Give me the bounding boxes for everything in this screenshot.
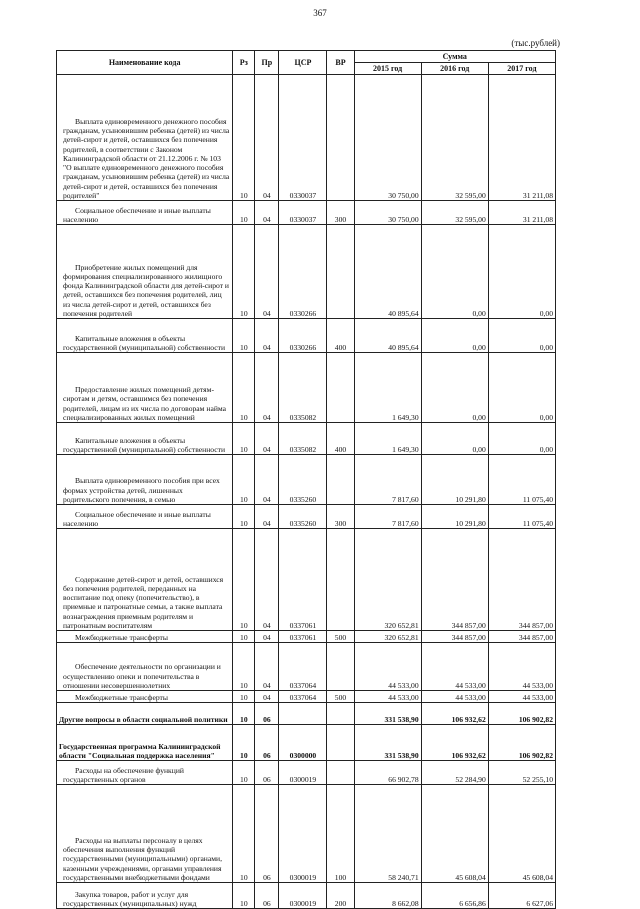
row-csr: 0335260 — [279, 455, 327, 505]
row-csr: 0300000 — [279, 725, 327, 761]
row-rz: 10 — [233, 505, 255, 529]
row-name: Межбюджетные трансферты — [57, 631, 233, 643]
row-rz: 10 — [233, 785, 255, 883]
row-rz: 10 — [233, 319, 255, 353]
row-vr: 200 — [327, 883, 354, 909]
header-sum: Сумма — [354, 51, 555, 63]
row-amount-2017: 344 857,00 — [488, 631, 555, 643]
row-amount-2016: 6 656,86 — [421, 883, 488, 909]
row-vr: 500 — [327, 691, 354, 703]
row-pr: 04 — [255, 225, 279, 319]
table-row — [57, 353, 556, 423]
row-name: Социальное обеспечение и иные выплаты населению — [57, 505, 233, 529]
row-amount-2017: 0,00 — [488, 423, 555, 455]
row-amount-2017: 0,00 — [488, 319, 555, 353]
row-rz: 10 — [233, 643, 255, 691]
row-name: Капитальные вложения в объекты государственной (муниципальной) собственности — [57, 319, 233, 353]
row-vr — [327, 725, 354, 761]
table-row — [57, 725, 556, 761]
row-pr: 06 — [255, 785, 279, 883]
row-amount-2015: 320 652,81 — [354, 529, 421, 631]
row-amount-2015: 30 750,00 — [354, 75, 421, 201]
row-amount-2016: 0,00 — [421, 353, 488, 423]
table-row — [57, 643, 556, 691]
row-amount-2015: 44 533,00 — [354, 643, 421, 691]
row-amount-2015: 331 538,90 — [354, 703, 421, 725]
row-vr: 300 — [327, 201, 354, 225]
row-vr — [327, 643, 354, 691]
row-rz: 10 — [233, 761, 255, 785]
row-csr: 0337064 — [279, 643, 327, 691]
row-name: Приобретение жилых помещений для формирования специализированного жилищного фонда Калининградской области для детей-сирот и детей, оставшихся без попечения родителей, лиц из числа детей-сирот и детей, оставшихся без попечения родителей — [57, 225, 233, 319]
row-pr: 04 — [255, 691, 279, 703]
row-amount-2015: 40 895,64 — [354, 225, 421, 319]
table-row — [57, 631, 556, 643]
row-amount-2016: 44 533,00 — [421, 643, 488, 691]
header-rz: Рз — [233, 51, 255, 75]
row-amount-2017: 52 255,10 — [488, 761, 555, 785]
row-amount-2016: 344 857,00 — [421, 529, 488, 631]
row-pr: 06 — [255, 725, 279, 761]
row-pr: 04 — [255, 455, 279, 505]
row-vr: 400 — [327, 319, 354, 353]
row-amount-2016: 0,00 — [421, 225, 488, 319]
row-vr — [327, 455, 354, 505]
row-csr: 0330266 — [279, 319, 327, 353]
row-amount-2015: 58 240,71 — [354, 785, 421, 883]
row-amount-2015: 320 652,81 — [354, 631, 421, 643]
row-rz: 10 — [233, 691, 255, 703]
row-vr — [327, 529, 354, 631]
table-body — [57, 75, 556, 909]
row-amount-2017: 31 211,08 — [488, 75, 555, 201]
row-amount-2015: 8 662,08 — [354, 883, 421, 909]
row-amount-2017: 44 533,00 — [488, 643, 555, 691]
row-name: Другие вопросы в области социальной политики — [57, 703, 233, 725]
row-amount-2015: 7 817,60 — [354, 505, 421, 529]
row-amount-2017: 344 857,00 — [488, 529, 555, 631]
row-csr: 0335260 — [279, 505, 327, 529]
row-csr: 0335082 — [279, 423, 327, 455]
row-vr — [327, 703, 354, 725]
row-csr: 0337061 — [279, 529, 327, 631]
row-rz: 10 — [233, 353, 255, 423]
header-2016: 2016 год — [421, 63, 488, 75]
row-name: Обеспечение деятельности по организации и осуществлению опеки и попечительства в отношении несовершеннолетних — [57, 643, 233, 691]
row-rz: 10 — [233, 725, 255, 761]
row-amount-2016: 10 291,80 — [421, 505, 488, 529]
table-row — [57, 75, 556, 201]
row-vr: 400 — [327, 423, 354, 455]
row-name: Расходы на обеспечение функций государственных органов — [57, 761, 233, 785]
row-pr: 04 — [255, 75, 279, 201]
row-csr: 0300019 — [279, 785, 327, 883]
row-pr: 04 — [255, 631, 279, 643]
row-amount-2015: 7 817,60 — [354, 455, 421, 505]
row-amount-2017: 106 902,82 — [488, 725, 555, 761]
row-csr: 0300019 — [279, 883, 327, 909]
row-amount-2017: 31 211,08 — [488, 201, 555, 225]
row-amount-2017: 11 075,40 — [488, 455, 555, 505]
row-name: Содержание детей-сирот и детей, оставшихся без попечения родителей, переданных на воспитание под опеку (попечительство), в приемные и патронатные семьи, а также выплата вознаграждения приемным родителям и патронатным воспитателям — [57, 529, 233, 631]
row-amount-2017: 0,00 — [488, 353, 555, 423]
row-amount-2017: 0,00 — [488, 225, 555, 319]
row-csr: 0337061 — [279, 631, 327, 643]
row-amount-2016: 10 291,80 — [421, 455, 488, 505]
row-vr: 100 — [327, 785, 354, 883]
row-amount-2015: 44 533,00 — [354, 691, 421, 703]
row-rz: 10 — [233, 75, 255, 201]
row-amount-2016: 106 932,62 — [421, 725, 488, 761]
row-amount-2016: 0,00 — [421, 319, 488, 353]
row-amount-2017: 6 627,06 — [488, 883, 555, 909]
row-amount-2016: 106 932,62 — [421, 703, 488, 725]
row-vr — [327, 225, 354, 319]
row-amount-2016: 32 595,00 — [421, 201, 488, 225]
row-vr — [327, 75, 354, 201]
row-amount-2015: 30 750,00 — [354, 201, 421, 225]
row-csr: 0300019 — [279, 761, 327, 785]
header-vr: ВР — [327, 51, 354, 75]
row-name: Закупка товаров, работ и услуг для государственных (муниципальных) нужд — [57, 883, 233, 909]
row-name: Расходы на выплаты персоналу в целях обеспечения выполнения функций государственными (муниципальными) органами, казенными учреждениями, органами управления государственными внебюджетными фондами — [57, 785, 233, 883]
row-rz: 10 — [233, 201, 255, 225]
row-amount-2015: 331 538,90 — [354, 725, 421, 761]
row-pr: 04 — [255, 529, 279, 631]
row-pr: 04 — [255, 643, 279, 691]
table-row — [57, 785, 556, 883]
table-row — [57, 529, 556, 631]
row-amount-2015: 40 895,64 — [354, 319, 421, 353]
row-amount-2015: 1 649,30 — [354, 423, 421, 455]
header-2015: 2015 год — [354, 63, 421, 75]
row-name: Государственная программа Калининградской области "Социальная поддержка населения" — [57, 725, 233, 761]
row-vr — [327, 761, 354, 785]
row-rz: 10 — [233, 225, 255, 319]
row-csr: 0337064 — [279, 691, 327, 703]
header-pr: Пр — [255, 51, 279, 75]
row-vr — [327, 353, 354, 423]
row-rz: 10 — [233, 455, 255, 505]
row-rz: 10 — [233, 883, 255, 909]
row-csr: 0330266 — [279, 225, 327, 319]
row-amount-2017: 45 608,04 — [488, 785, 555, 883]
row-amount-2017: 106 902,82 — [488, 703, 555, 725]
row-name: Социальное обеспечение и иные выплаты населению — [57, 201, 233, 225]
row-csr: 0330037 — [279, 75, 327, 201]
row-csr — [279, 703, 327, 725]
table-row — [57, 201, 556, 225]
row-pr: 04 — [255, 201, 279, 225]
row-pr: 04 — [255, 319, 279, 353]
table-row — [57, 319, 556, 353]
row-amount-2017: 11 075,40 — [488, 505, 555, 529]
row-amount-2016: 32 595,00 — [421, 75, 488, 201]
row-name: Межбюджетные трансферты — [57, 691, 233, 703]
row-vr: 500 — [327, 631, 354, 643]
row-pr: 04 — [255, 423, 279, 455]
row-pr: 04 — [255, 353, 279, 423]
table-row — [57, 455, 556, 505]
row-amount-2015: 1 649,30 — [354, 353, 421, 423]
row-amount-2017: 44 533,00 — [488, 691, 555, 703]
page-number: 367 — [313, 8, 327, 18]
row-rz: 10 — [233, 631, 255, 643]
row-amount-2016: 45 608,04 — [421, 785, 488, 883]
table-row — [57, 225, 556, 319]
row-amount-2015: 66 902,78 — [354, 761, 421, 785]
row-csr: 0335082 — [279, 353, 327, 423]
row-vr: 300 — [327, 505, 354, 529]
row-pr: 04 — [255, 505, 279, 529]
row-rz: 10 — [233, 423, 255, 455]
row-pr: 06 — [255, 761, 279, 785]
units-label: (тыс.рублей) — [511, 38, 560, 48]
row-pr: 06 — [255, 883, 279, 909]
row-amount-2016: 44 533,00 — [421, 691, 488, 703]
row-name: Капитальные вложения в объекты государственной (муниципальной) собственности — [57, 423, 233, 455]
budget-table — [56, 50, 556, 909]
row-rz: 10 — [233, 703, 255, 725]
table-row — [57, 761, 556, 785]
row-pr: 06 — [255, 703, 279, 725]
header-csr: ЦСР — [279, 51, 327, 75]
table-row — [57, 703, 556, 725]
row-amount-2016: 0,00 — [421, 423, 488, 455]
table-row — [57, 423, 556, 455]
row-name: Выплата единовременного пособия при всех формах устройства детей, лишенных родительского попечения, в семью — [57, 455, 233, 505]
row-csr: 0330037 — [279, 201, 327, 225]
table-row — [57, 505, 556, 529]
table-row — [57, 691, 556, 703]
row-rz: 10 — [233, 529, 255, 631]
row-amount-2016: 344 857,00 — [421, 631, 488, 643]
row-name: Предоставление жилых помещений детям-сиротам и детям, оставшимся без попечения родителей, лицам из их числа по договорам найма специализированных жилых помещений — [57, 353, 233, 423]
header-2017: 2017 год — [488, 63, 555, 75]
header-name: Наименование кода — [57, 51, 233, 75]
row-amount-2016: 52 284,90 — [421, 761, 488, 785]
row-name: Выплата единовременного денежного пособия гражданам, усыновившим ребенка (детей) из числа детей-сирот и детей, оставшихся без попечения родителей, в соответствии с Законом Калининградской области от 21.12.2006 г. № 103 "О выплате единовременного денежного пособия гражданам, усыновившим ребенка (детей) из числа детей-сирот и детей, оставшихся без попечения родителей" — [57, 75, 233, 201]
